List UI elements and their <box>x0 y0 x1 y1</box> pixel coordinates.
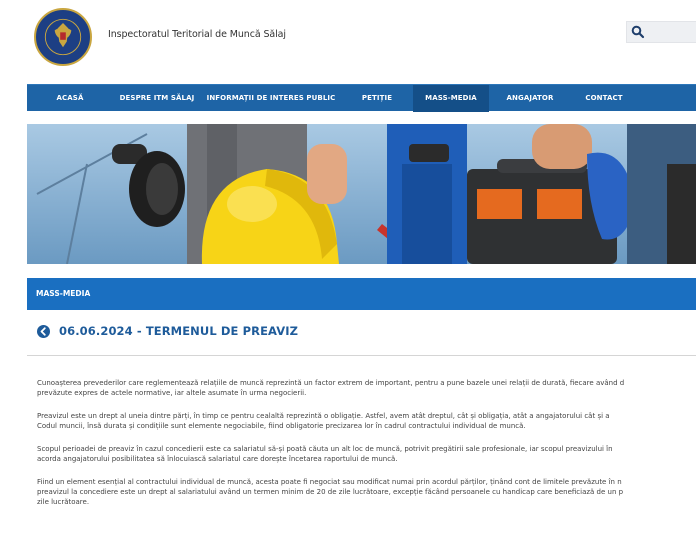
article-title: 06.06.2024 - TERMENUL DE PREAVIZ <box>59 324 299 338</box>
paragraph-line: preavizul la concediere este un drept al salariatului având un termen minim de 20 de zile lucrătoare, excepție făcând persoanele cu handicap care beneficiază de un p <box>37 488 624 496</box>
hero-banner <box>27 124 696 264</box>
paragraph-line: zile lucrătoare. <box>37 498 90 506</box>
nav-item-acasa[interactable]: ACASĂ <box>56 94 84 102</box>
back-arrow-icon[interactable] <box>37 325 50 338</box>
site-title[interactable]: Inspectoratul Teritorial de Muncă Sălaj <box>108 29 286 40</box>
site-header <box>0 0 696 82</box>
main-navigation <box>27 84 696 111</box>
paragraph-1 <box>37 378 696 398</box>
paragraph-line: Fiind un element esențial al contractului individual de muncă, acesta poate fi negociat sau modificat numai prin acordul părților, ținând cont de limitele prevăzute în n <box>37 478 622 486</box>
nav-item-despre[interactable]: DESPRE ITM SĂLAJ <box>119 94 195 102</box>
article-body <box>37 378 696 520</box>
paragraph-line: Cunoașterea prevederilor care reglementează relațiile de muncă reprezintă un factor extrem de important, pentru a pune bazele unei relații de durată, fiecare având d <box>37 379 625 387</box>
paragraph-line: Scopul perioadei de preaviz în cazul concedierii este ca salariatul să-și poată căuta un alt loc de muncă, potrivit pregătirii sale profesionale, iar scopul preavizului în <box>37 445 613 453</box>
nav-item-petitie[interactable]: PETIȚIE <box>361 94 393 102</box>
nav-item-mass-media[interactable]: MASS-MEDIA <box>413 85 489 112</box>
paragraph-4 <box>37 477 696 507</box>
coat-of-arms-icon <box>36 10 90 64</box>
search-input[interactable] <box>626 21 696 43</box>
article-heading <box>37 322 298 340</box>
paragraph-line: acorda angajatorului posibilitatea să înlocuiască salariatul care dorește încetarea raportului de muncă. <box>37 455 398 463</box>
search-icon[interactable] <box>631 25 645 39</box>
nav-item-angajator[interactable]: ANGAJATOR <box>506 94 554 102</box>
paragraph-2 <box>37 411 696 431</box>
government-logo[interactable] <box>34 8 92 66</box>
section-label: MASS-MEDIA <box>36 289 91 298</box>
paragraph-line: Preavizul este un drept al uneia dintre părți, în timp ce pentru cealaltă reprezintă o obligație. Astfel, avem atât dreptul, cât și obligația, atât a angajatorului cât și a <box>37 412 610 420</box>
section-bar <box>27 278 696 310</box>
divider <box>27 355 696 356</box>
nav-item-informatii[interactable]: INFORMAȚII DE INTERES PUBLIC <box>206 94 336 102</box>
paragraph-line: prevăzute expres de actele normative, iar altele asumate în urma negocierii. <box>37 389 307 397</box>
paragraph-3 <box>37 444 696 464</box>
paragraph-line: Codul muncii, însă durata și condițiile sunt elemente negociabile, fiind obligatorie precizarea lor în cadrul contractului individual de muncă. <box>37 422 526 430</box>
nav-item-contact[interactable]: CONTACT <box>585 94 623 102</box>
workers-tools-image <box>27 124 696 264</box>
